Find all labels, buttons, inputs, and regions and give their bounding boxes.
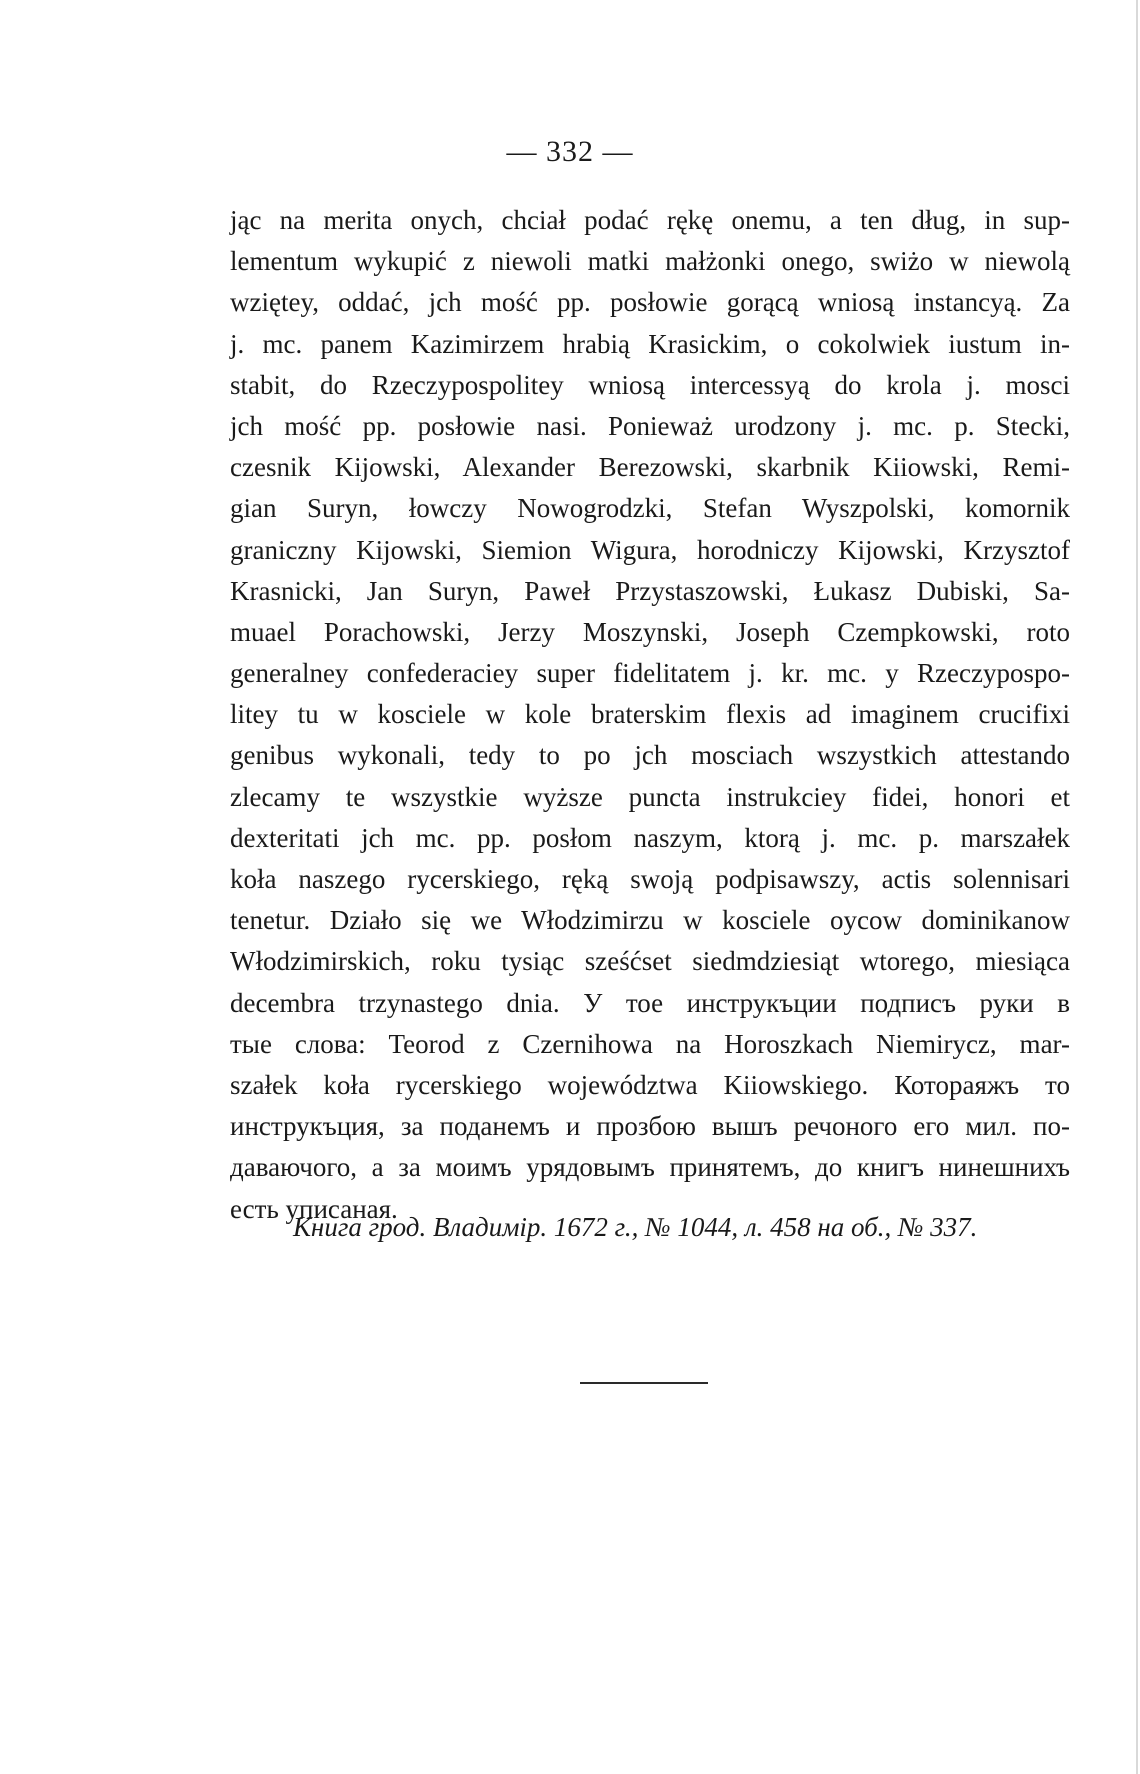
text-line: j. mc. panem Kazimirzem hrabią Krasickim, o cokolwiek iustum in-	[230, 328, 1070, 359]
text-line: даваючого, а за моимъ урядовымъ принятемъ, до книгъ нинешнихъ	[230, 1152, 1070, 1183]
text-line: graniczny Kijowski, Siemion Wigura, horodniczy Kijowski, Krzysztof	[230, 534, 1070, 565]
text-line: tenetur. Działo się we Włodzimirzu w kosciele oycow dominikanow	[230, 905, 1070, 936]
text-line: muael Porachowski, Jerzy Moszynski, Joseph Czempkowski, roto	[230, 616, 1070, 647]
text-line: gian Suryn, łowczy Nowogrodzki, Stefan Wyszpolski, komornik	[230, 493, 1070, 524]
text-line: genibus wykonali, tedy to po jch mosciach wszystkich attestando	[230, 740, 1070, 771]
text-line: litey tu w kosciele w kole braterskim flexis ad imaginem crucifixi	[230, 699, 1070, 730]
section-divider	[580, 1382, 708, 1384]
text-line: decembra trzynastego dnia. У тое инструкъции подписъ руки в	[230, 987, 1070, 1018]
text-line: czesnik Kijowski, Alexander Berezowski, skarbnik Kiiowski, Remi-	[230, 452, 1070, 483]
body-text	[230, 200, 1070, 1230]
text-line: zlecamy te wszystkie wyższe puncta instrukciey fidei, honori et	[230, 781, 1070, 812]
text-line: stabit, do Rzeczypospolitey wniosą intercessyą do krola j. mosci	[230, 369, 1070, 400]
text-line: generalney confederaciey super fidelitatem j. kr. mc. y Rzeczypospo-	[230, 658, 1070, 689]
text-line: jąc na merita onych, chciał podać rękę onemu, a ten dług, in sup-	[230, 205, 1070, 235]
text-line: инструкъция, за поданемъ и прозбою вышъ речоного его мил. по-	[230, 1111, 1070, 1142]
text-line: szałek koła rycerskiego województwa Kiiowskiego. Котораяжъ то	[230, 1069, 1070, 1100]
text-line: jch mość pp. posłowie nasi. Ponieważ urodzony j. mc. p. Stecki,	[230, 410, 1070, 441]
text-line: wziętey, oddać, jch mość pp. posłowie gorącą wniosą instancyą. Za	[230, 287, 1070, 318]
page-number: — 332 —	[506, 135, 634, 168]
source-citation: Книга грод. Владимір. 1672 г., № 1044, л. 458 на об., № 337.	[293, 1212, 978, 1242]
text-line: тые слова: Teorod z Czernihowa na Horoszkach Niemirycz, mar-	[230, 1028, 1070, 1059]
text-line: koła naszego rycerskiego, ręką swoją podpisawszy, actis solennisari	[230, 864, 1070, 894]
text-line: lementum wykupić z niewoli matki małżonki onego, swiżo w niewolą	[230, 246, 1070, 277]
text-line: Krasnicki, Jan Suryn, Paweł Przystaszowski, Łukasz Dubiski, Sa-	[230, 575, 1070, 606]
page-edge	[1136, 0, 1138, 1774]
text-line: есть уписаная.	[230, 1193, 398, 1224]
text-line: dexteritati jch mc. pp. posłom naszym, ktorą j. mc. p. marszałek	[230, 822, 1070, 853]
text-line: Włodzimirskich, roku tysiąc sześćset siedmdziesiąt wtorego, miesiąca	[230, 946, 1070, 977]
